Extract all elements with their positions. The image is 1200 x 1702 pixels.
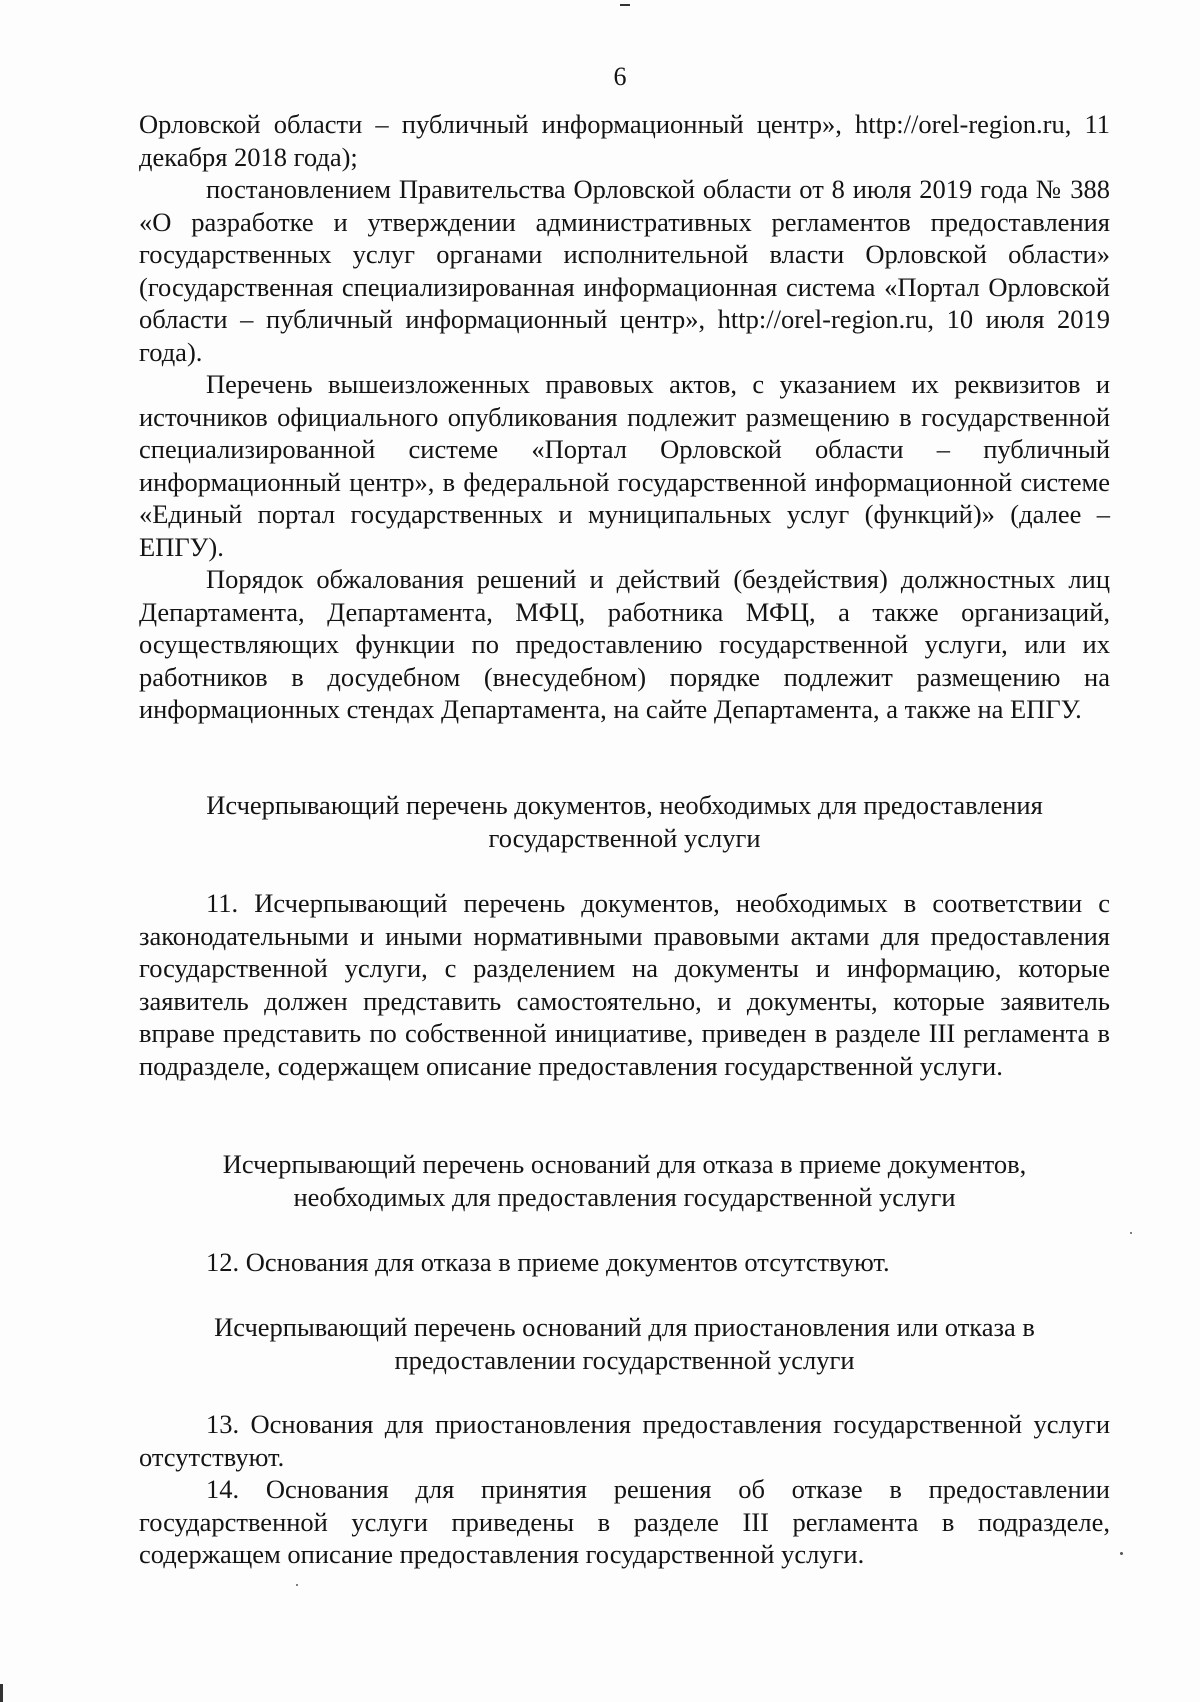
heading-line: предоставлении государственной услуги: [394, 1344, 855, 1375]
paragraph-item-14: 14. Основания для принятия решения об отказе в предоставлении государственной услуги приведены в разделе III регламента в подразделе, содержащем описание предоставления государственной услуги.: [139, 1474, 1110, 1569]
heading-line: государственной услуги: [488, 822, 761, 853]
section-heading-suspension: [139, 1311, 1110, 1376]
paragraph-continuation: Орловской области – публичный информационный центр», http://orel-region.ru, 11 декабря 2018 года);: [139, 109, 1110, 172]
section-heading-refusal-reception: [139, 1148, 1110, 1213]
heading-line: Исчерпывающий перечень оснований для приостановления или отказа в: [214, 1312, 1035, 1342]
section-suspension: [139, 1408, 1110, 1571]
paragraph-resolution: постановлением Правительства Орловской области от 8 июля 2019 года № 388 «О разработке и утверждении административных регламентов предоставления государственных услуг органами исполнительной власти Орловской области» (государственная специализированная информационная система «Портал Орловской области – публичный информационный центр», http://orel-region.ru, 10 июля 2019 года).: [139, 174, 1110, 367]
scan-speck: [1120, 1552, 1123, 1555]
heading-line: необходимых для предоставления государственной услуги: [293, 1181, 956, 1212]
section-heading-documents: [139, 789, 1110, 854]
paragraph-item-12: 12. Основания для отказа в приеме документов отсутствуют.: [206, 1247, 890, 1277]
scan-speck: [1130, 1232, 1132, 1234]
scan-mark-top: [620, 4, 630, 6]
heading-line: Исчерпывающий перечень оснований для отказа в приеме документов,: [222, 1149, 1027, 1179]
scan-mark-left: [0, 1684, 3, 1702]
paragraph-legal-acts-list: Перечень вышеизложенных правовых актов, с указанием их реквизитов и источников официального опубликования подлежит размещению в государственной специализированной системе «Портал Орловской области – публичный информационный центр», в федеральной государственной информационной системе «Единый портал государственных и муниципальных услуг (функций)» (далее – ЕПГУ).: [139, 369, 1110, 562]
section-refusal-reception: [139, 1246, 1110, 1279]
paragraph-item-13: 13. Основания для приостановления предоставления государственной услуги отсутствуют.: [139, 1409, 1110, 1472]
paragraph-appeal-procedure: Порядок обжалования решений и действий (бездействия) должностных лиц Департамента, Департамента, МФЦ, работника МФЦ, а также организаций, осуществляющих функции по предоставлению государственной услуги, или их работников в досудебном (внесудебном) порядке подлежит размещению на информационных стендах Департамента, на сайте Департамента, а также на ЕПГУ.: [139, 564, 1110, 724]
heading-line: Исчерпывающий перечень документов, необходимых для предоставления: [206, 790, 1043, 820]
paragraph-item-11: 11. Исчерпывающий перечень документов, необходимых в соответствии с законодательными и иными нормативными правовыми актами для предоставления государственной услуги, с разделением на документы и информацию, которые заявитель должен представить самостоятельно, и документы, которые заявитель вправе представить по собственной инициативе, приведен в разделе III регламента в подразделе, содержащем описание предоставления государственной услуги.: [139, 888, 1110, 1081]
intro-section: [139, 108, 1110, 726]
section-documents: [139, 887, 1110, 1082]
page-number: 6: [613, 62, 627, 91]
scan-speck: [296, 1584, 298, 1586]
